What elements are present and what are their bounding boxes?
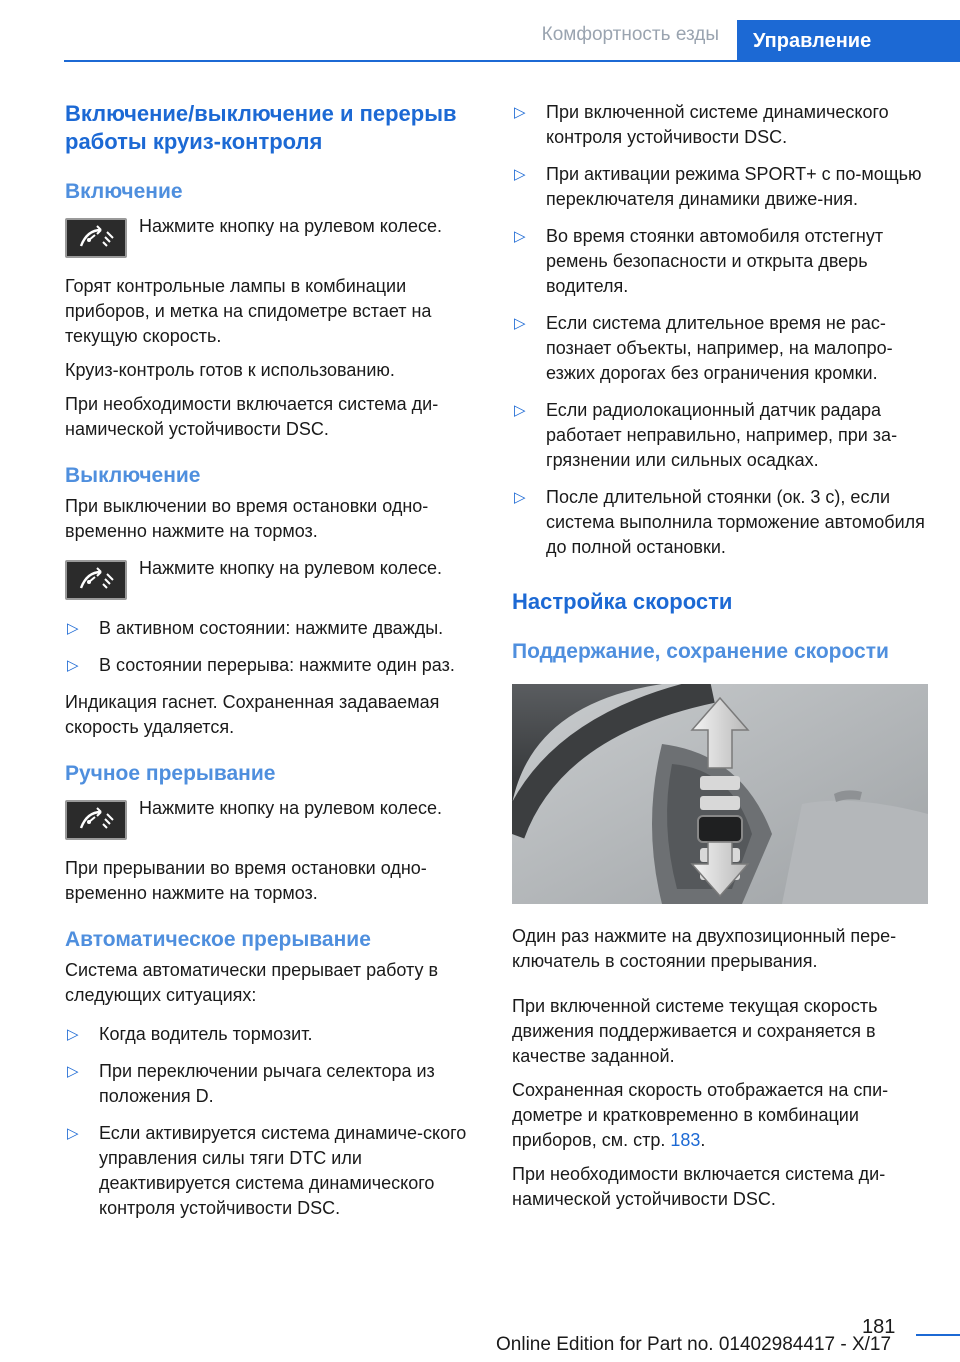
left-column: [65, 100, 473, 1233]
triangle-right-icon: ▷: [514, 104, 526, 121]
triangle-right-icon: ▷: [514, 489, 526, 506]
triangle-right-icon: ▷: [514, 315, 526, 332]
list-item: ▷ При переключении рычага селектора из положения D.: [67, 1061, 435, 1106]
cruise-control-button-icon: [65, 800, 127, 840]
page-header: [0, 0, 960, 62]
off-list: [65, 616, 473, 678]
manual-section: [65, 760, 473, 906]
auto-list: [65, 1022, 473, 1221]
header-rule: [64, 60, 960, 62]
off-button-caption: Нажмите кнопку на рулевом колесе.: [139, 558, 443, 578]
auto-list-continued: [512, 100, 928, 560]
speed-paragraph-2: При включенной системе текущая скорость движения поддерживается и сохраняется в качестве заданной.: [512, 996, 878, 1066]
on-button-caption: Нажмите кнопку на рулевом колесе.: [139, 216, 443, 236]
triangle-right-icon: ▷: [67, 657, 79, 674]
list-item: ▷ Если активируется система динамиче-ского управления силы тяги DTC или деактивируется система динамического контроля устойчивости DSC.: [67, 1123, 467, 1218]
auto-section: [65, 926, 473, 1221]
manual-heading: Ручное прерывание: [65, 762, 276, 785]
off-paragraph-2: Индикация гаснет. Сохраненная задаваемая скорость удаляется.: [65, 692, 440, 737]
on-paragraph-3: При необходимости включается система ди-намической устойчивости DSC.: [65, 394, 439, 439]
speed-title: Настройка скорости: [512, 589, 733, 614]
list-item: ▷ При включенной системе динамического контроля устойчивости DSC.: [514, 102, 889, 147]
list-item: ▷ Если радиолокационный датчик радара работает неправильно, например, при за-грязнении или сильных осадках.: [514, 400, 898, 470]
list-item: ▷ Если система длительное время не рас-познает объекты, например, на малопро-езжих дорогах без ограничения кромки.: [514, 313, 893, 383]
auto-heading: Автоматическое прерывание: [65, 928, 371, 951]
cruise-control-button-icon: [65, 218, 127, 258]
footer-rule: [916, 1334, 960, 1336]
triangle-right-icon: ▷: [67, 1125, 79, 1142]
triangle-right-icon: ▷: [67, 1063, 79, 1080]
list-item: ▷ Во время стоянки автомобиля отстегнут ремень безопасности и открыта дверь водителя.: [514, 226, 884, 296]
manual-button-row: [65, 800, 473, 840]
steering-wheel-image: [512, 684, 928, 904]
on-paragraph-2: Круиз-контроль готов к использованию.: [65, 360, 395, 380]
auto-paragraph-1: Система автоматически прерывает работу в следующих ситуациях:: [65, 960, 439, 1005]
on-heading: Включение: [65, 180, 183, 203]
speed-paragraph-3: Сохраненная скорость отображается на спи-дометре и кратковременно в комбинации приборов, см. стр. 183.: [512, 1080, 889, 1150]
header-chapter-tab: Управление: [737, 20, 960, 62]
triangle-right-icon: ▷: [67, 620, 79, 637]
off-button-row: [65, 560, 473, 600]
speed-paragraph-4: При необходимости включается система ди-намической устойчивости DSC.: [512, 1164, 886, 1209]
triangle-right-icon: ▷: [67, 1026, 79, 1043]
on-section: [65, 178, 473, 442]
list-item: ▷ Когда водитель тормозит.: [65, 1022, 473, 1047]
triangle-right-icon: ▷: [514, 402, 526, 419]
on-button-row: [65, 218, 473, 258]
off-paragraph-1: При выключении во время остановки одно-временно нажмите на тормоз.: [65, 496, 429, 541]
on-paragraph-1: Горят контрольные лампы в комбинации приборов, и метка на спидометре встает на текущую скорость.: [65, 276, 432, 346]
section-title: Включение/выключение и перерыв работы круиз-контроля: [65, 101, 457, 154]
header-section: Комфортность езды: [541, 24, 719, 45]
off-heading: Выключение: [65, 464, 201, 487]
footer-edition: Online Edition for Part no. 01402984417 - X/17: [496, 1334, 892, 1355]
page-number: 181: [862, 1316, 896, 1338]
speed-paragraph-1: Один раз нажмите на двухпозиционный пере-ключатель в состоянии прерывания.: [512, 926, 897, 971]
manual-paragraph-1: При прерывании во время остановки одно-временно нажмите на тормоз.: [65, 858, 427, 903]
list-item: ▷ После длительной стоянки (ок. 3 с), если система выполнила торможение автомобиля до полной остановки.: [514, 487, 925, 557]
speed-subtitle: Поддержание, сохранение скорости: [512, 640, 889, 663]
list-item: ▷ В состоянии перерыва: нажмите один раз.: [65, 653, 473, 678]
manual-button-caption: Нажмите кнопку на рулевом колесе.: [139, 798, 443, 818]
triangle-right-icon: ▷: [514, 228, 526, 245]
cruise-control-button-icon: [65, 560, 127, 600]
list-item: ▷ При активации режима SPORT+ с по-мощью переключателя динамики движе-ния.: [514, 164, 922, 209]
triangle-right-icon: ▷: [514, 166, 526, 183]
off-section: [65, 462, 473, 740]
list-item: ▷ В активном состоянии: нажмите дважды.: [65, 616, 473, 641]
right-column: [512, 100, 928, 1221]
page-reference-link[interactable]: 183: [670, 1130, 701, 1150]
